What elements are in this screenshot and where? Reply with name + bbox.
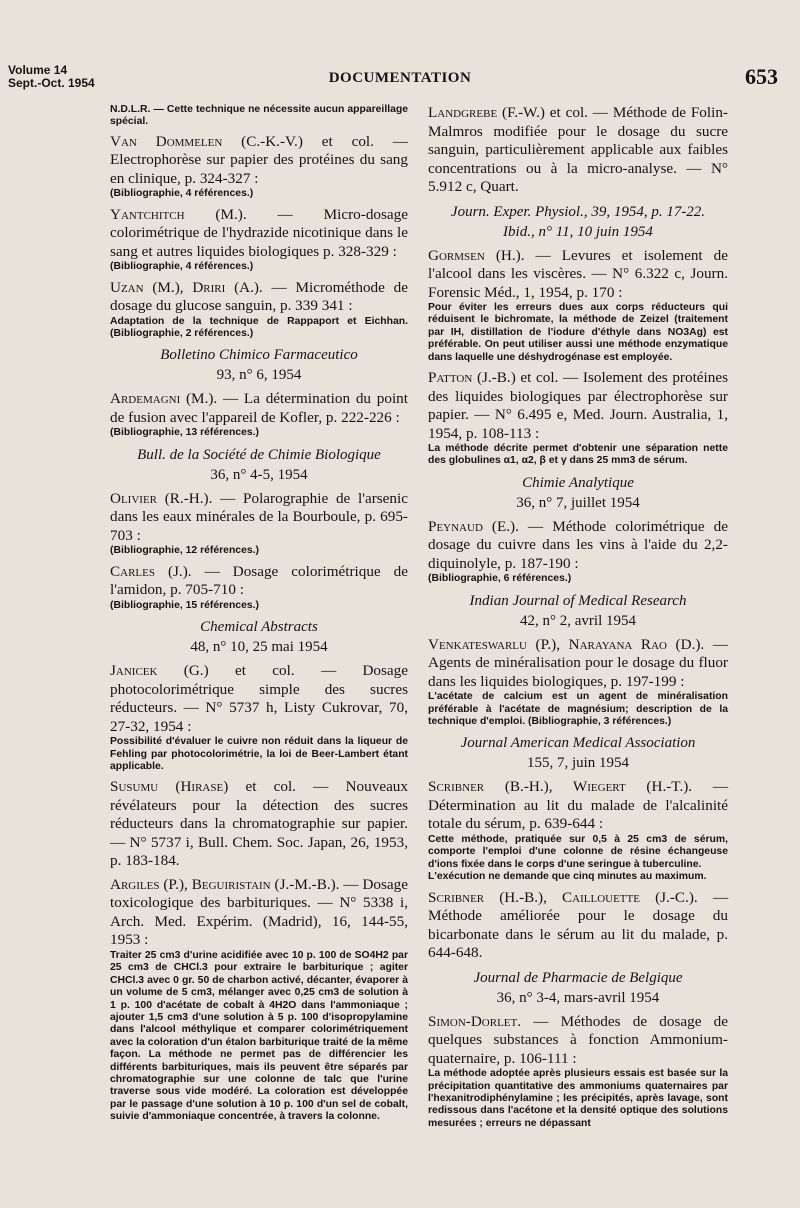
journal-issue: 42, n° 2, avril 1954 — [520, 612, 636, 629]
entry-text: — Méthode améliorée pour le dosage du bicarbonate dans le sérum au lit du malade, p. 644-648. — [428, 888, 729, 962]
entry-note: (Bibliographie, 4 références.) — [110, 188, 254, 200]
entry-author: Susumu (Hirase) — [110, 778, 229, 796]
journal-issue: 36, n° 3-4, mars-avril 1954 — [496, 989, 660, 1006]
entry-note: Cette méthode, pratiquée sur 0,5 à 25 cm3 de sérum, comporte l'emploi d'une colonne de résine échangeuse d'ions fixée dans le corps d'une seringue à tuberculine. — [428, 833, 728, 870]
entry-note: La méthode décrite permet d'obtenir une séparation nette des globulines α1, α2, β et γ dans 25 mm3 de sérum. — [428, 443, 728, 467]
running-title: DOCUMENTATION — [328, 70, 472, 86]
citation-entry — [428, 889, 728, 963]
entry-text: et col. — Méthode de Folin-Malmros modifiée pour le dosage du sucre sanguin, particulièrement applicable aux faibles concentrations ou à la micro-analyse. — N° 5.912 c, Quart. — [428, 104, 728, 195]
entry-note: Traiter 25 cm3 d'urine acidifiée avec 10 p. 100 de SO4H2 par 25 cm3 de CHCl.3 pour extraire le barbiturique ; agiter CHCl.3 avec 0 gr. 50 de charbon activé, décanter, évaporer à un volume de 5 cm3, mélanger avec 0,25 cm3 de solution à 1 p. 100 d'acétate de cobalt à 4H2O dans l'ammoniaque ; ajouter 1,5 cm3 d'une solution à 5 p. 100 d'isopropylamine dans l'alcool méthylique et comparer colorimétriquement avec la coloration d'un étalon barbiturique traité de la même façon. La méthode ne permet pas de différencier les différents barbituriques, mais ils peuvent être séparés par chromatographie sur une colonne de talc que l'urine traverse sous vide modéré. La coloration est développée par le passage d'une solution à 10 p. 100 d'un sel de cobalt, suivie d'ammoniaque concentrée, à travers la colonne. — [110, 949, 408, 1123]
editor-note: N.D.L.R. — Cette technique ne nécessite aucun appareillage spécial. — [110, 104, 408, 128]
entry-text: — Dosage colorimétrique de l'amidon, p. 705-710 : — [110, 562, 408, 599]
journal-issue: 36, n° 7, juillet 1954 — [516, 494, 640, 511]
entry-author: Carles (J.). — [110, 562, 192, 580]
entry-text: et col. — Electrophorèse sur papier des protéines du sang en clinique, p. 324-327 : — [110, 132, 408, 187]
entry-note: (Bibliographie, 12 références.) — [110, 545, 259, 557]
journal-title: Bull. de la Société de Chimie Biologique — [137, 446, 381, 463]
journal-title: Chemical Abstracts — [200, 619, 318, 636]
citation-entry — [110, 490, 408, 558]
journal-title: Bolletino Chimico Farmaceutico — [160, 347, 358, 364]
citation-entry — [110, 778, 408, 871]
entry-author: Gormsen (H.). — [428, 246, 525, 264]
entry-author: Patton (J.-B.) — [428, 369, 516, 387]
entry-note: La méthode adoptée après plusieurs essais est basée sur la précipitation quantitative des ammoniums quaternaires par l'hexanitrodiphénylamine ; les précipités, après lavage, sont redissous dans l'acétone et la densité optique des solutions mesurées ; erreurs ne dépassant — [428, 1068, 728, 1129]
entry-author: Van Dommelen (C.-K.-V.) — [110, 132, 303, 150]
citation-entry — [428, 778, 728, 883]
entry-note: L'acétate de calcium est un agent de minéralisation préférable à l'acétate de magnésium; description de la technique d'emploi. (Bibliographie, 3 références.) — [428, 691, 728, 728]
entry-note: (Bibliographie, 6 références.) — [428, 573, 572, 585]
right-column — [428, 104, 728, 1135]
citation-entry — [110, 563, 408, 612]
entry-text: — Polarographie de l'arsenic dans les eaux minérales de la Bourboule, p. 695-703 : — [110, 489, 408, 544]
left-column — [110, 104, 408, 1129]
entry-author: Landgrebe (F.-W.) — [428, 104, 545, 121]
entry-text: — Dosage toxicologique des barbituriques. — N° 5338 i, Arch. Med. Expérim. (Madrid), 16, 144-55, 1953 : — [110, 875, 408, 949]
entry-author: Uzan (M.), Driri (A.). — [110, 278, 263, 296]
citation-entry — [428, 636, 728, 729]
entry-author: Ardemagni (M.). — [110, 390, 218, 408]
citation-entry — [110, 662, 408, 773]
entry-author: Yantchitch (M.). — [110, 205, 247, 223]
citation-entry — [428, 369, 728, 468]
citation-entry — [110, 206, 408, 274]
entry-author: Peynaud (E.). — [428, 517, 519, 535]
entry-note: (Bibliographie, 15 références.) — [110, 599, 259, 611]
entry-text: — La détermination du point de fusion avec l'appareil de Kofler, p. 222-226 : — [110, 390, 408, 426]
citation-entry — [428, 247, 728, 365]
entry-text: — Microméthode de dosage du glucose sanguin, p. 339 341 : — [110, 278, 408, 315]
journal-title: Journ. Exper. Physiol., 39, 1954, p. 17-22. — [450, 203, 706, 220]
entry-author: Scribner (H.-B.), Caillouette (J.-C.). — [428, 888, 698, 906]
entry-text: et col. — Dosage photocolorimétrique simple des sucres réducteurs. — N° 5737 h, Listy Cukrovar, 70, 27-32, 1954 : — [110, 662, 409, 735]
journal-title: Journal de Pharmacie de Belgique — [473, 969, 683, 986]
entry-note: Adaptation de la technique de Rappaport et Eichhan. (Bibliographie, 2 références.) — [110, 315, 408, 340]
journal-title: Indian Journal of Medical Research — [469, 592, 687, 609]
entry-author: Venkateswarlu (P.), Narayana Rao (D.). — [428, 635, 705, 653]
citation-entry — [110, 279, 408, 341]
entry-author: Simon-Dorlet. — [428, 1012, 522, 1030]
entry-author: Argiles (P.), Beguiristain (J.-M.-B.). — [110, 875, 340, 893]
entry-text: et col. — Isolement des protéines des liquides biologiques par électrophorèse sur papier. — N° 6.495 e, Med. Journ. Australia, 1, 1954, p. 108-113 : — [428, 369, 728, 442]
entry-note: (Bibliographie, 4 références.) — [110, 261, 254, 273]
volume-line: Volume 14 — [8, 63, 68, 77]
journal-issue: Ibid., n° 11, 10 juin 1954 — [503, 223, 653, 240]
citation-entry — [110, 876, 408, 1124]
entry-author: Scribner (B.-H.), Wiegert (H.-T.). — [428, 778, 693, 796]
entry-note: (Bibliographie, 13 références.) — [110, 427, 259, 439]
citation-entry — [428, 1013, 728, 1131]
journal-issue: 93, n° 6, 1954 — [216, 367, 302, 384]
citation-entry — [110, 133, 408, 201]
citation-entry — [110, 390, 408, 439]
journal-title: Journal American Medical Association — [460, 735, 696, 752]
entry-text: — Levures et isolement de l'alcool dans les viscères. — N° 6.322 c, Journ. Forensic Méd., 1, 1954, p. 170 : — [428, 246, 728, 301]
entry-text: — Micro-dosage colorimétrique de l'hydrazide nicotinique dans le sang et autres liquides biologiques p. 328-329 : — [110, 205, 408, 260]
entry-author: Janicek (G.) — [110, 662, 209, 680]
journal-title: Chimie Analytique — [522, 474, 634, 491]
page-header — [0, 0, 800, 100]
date-line: Sept.-Oct. 1954 — [8, 76, 95, 90]
entry-text: — Agents de minéralisation pour le dosage du fluor dans les liquides biologiques, p. 197-199 : — [428, 635, 728, 690]
entry-note: L'exécution ne demande que cinq minutes au maximum. — [428, 871, 707, 883]
citation-entry — [428, 518, 728, 586]
entry-text: — Méthode colorimétrique de dosage du cuivre dans les vins à l'aide du 2,2-diquinolyle, p. 187-190 : — [428, 517, 728, 572]
citation-entry — [428, 104, 728, 197]
journal-issue: 48, n° 10, 25 mai 1954 — [190, 639, 328, 656]
journal-issue: 36, n° 4-5, 1954 — [210, 466, 308, 483]
journal-issue: 155, 7, juin 1954 — [526, 755, 630, 772]
entry-note: Possibilité d'évaluer le cuivre non réduit dans la liqueur de Fehling par photocolorimétrie, la loi de Beer-Lambert étant applicable. — [110, 736, 408, 772]
entry-text: — Méthodes de dosage de quelques substances à fonction Ammonium-quaternaire, p. 106-111 : — [428, 1012, 728, 1067]
entry-author: Olivier (R.-H.). — [110, 489, 213, 507]
entry-note: Pour éviter les erreurs dues aux corps réducteurs qui réduisent le bichromate, la méthode de Zeizel (traitement par IH, distillation de l'iodure d'éthyle dans NO3Ag) est préférable. On peut utiliser aussi une méthode enzymatique dans laquelle une déshydrogénase est employée. — [428, 302, 728, 363]
page-number: 653 — [745, 64, 778, 89]
entry-text: et col. — Nouveaux révélateurs pour la détection des sucres réducteurs dans la chromatographie sur papier. — N° 5737 i, Bull. Chem. Soc. Japan, 26, 1953, p. 183-184. — [110, 778, 408, 870]
entry-text: — Détermination au lit du malade de l'alcalinité totale du sérum, p. 639-644 : — [428, 778, 729, 833]
